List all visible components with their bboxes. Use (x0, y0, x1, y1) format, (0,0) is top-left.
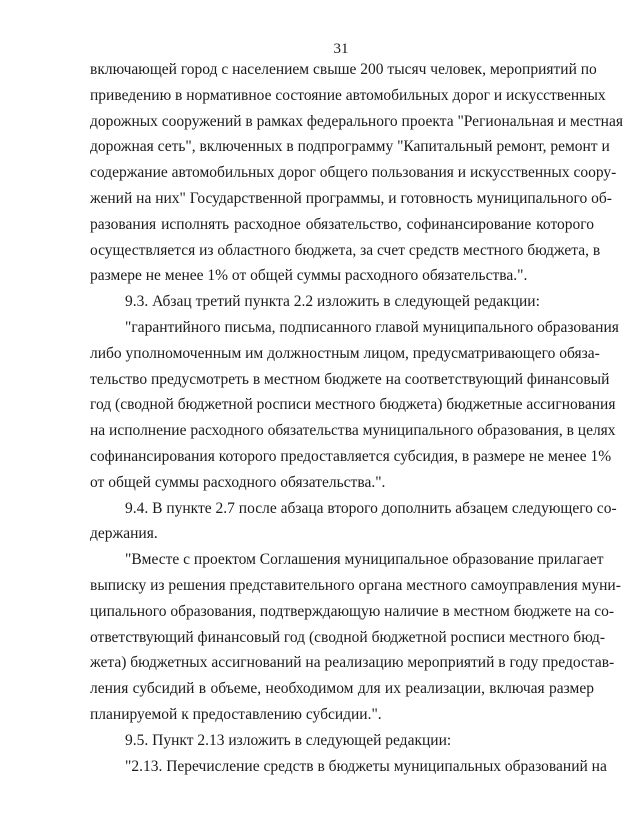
text-line: держания. (90, 525, 158, 543)
text-line: разования исполнять расходное обязательство, софинансирование которого (90, 215, 594, 233)
text-line: ления субсидий в объеме, необходимом для их реализации, включая размер (90, 680, 594, 698)
text-line: осуществляется из областного бюджета, за счет средств местного бюджета, в (90, 241, 601, 259)
text-line: "Вместе с проектом Соглашения муниципальное образование прилагает (125, 551, 604, 569)
text-line: выписку из решения представительного органа местного самоуправления муни- (90, 576, 621, 594)
text-line: жета) бюджетных ассигнований на реализацию мероприятий в году предостав- (90, 654, 615, 672)
text-line: дорожных сооружений в рамках федерального проекта "Региональная и местная (90, 112, 623, 130)
page-number: 31 (333, 41, 349, 57)
text-line: дорожная сеть", включенных в подпрограмму "Капитальный ремонт, ремонт и (90, 138, 610, 156)
text-line: размере не менее 1% от общей суммы расходного обязательства.". (90, 267, 528, 285)
text-line: 9.4. В пункте 2.7 после абзаца второго дополнить абзацем следующего со- (125, 499, 617, 517)
text-line: тельство предусмотреть в местном бюджете на соответствующий финансовый (90, 370, 610, 388)
text-line: включающей город с населением свыше 200 тысяч человек, мероприятий по (90, 61, 597, 78)
text-line: содержание автомобильных дорог общего пользования и искусственных соору- (90, 164, 617, 182)
document-body (90, 57, 623, 779)
text-line: от общей суммы расходного обязательства.". (90, 473, 386, 491)
text-line: 9.5. Пункт 2.13 изложить в следующей редакции: (125, 731, 452, 749)
text-line: ципального образования, подтверждающую наличие в местном бюджете на со- (90, 602, 615, 620)
text-line: "2.13. Перечисление средств в бюджеты муниципальных образований на (125, 757, 607, 775)
text-line: "гарантийного письма, подписанного главой муниципального образования (125, 318, 619, 336)
text-line: приведению в нормативное состояние автомобильных дорог и искусственных (90, 86, 606, 104)
text-line: либо уполномоченным им должностным лицом, предусматривающего обяза- (90, 344, 600, 362)
text-line: планируемой к предоставлению субсидии.". (90, 705, 382, 723)
text-line: на исполнение расходного обязательства муниципального образования, в целях (90, 422, 616, 440)
text-line: год (сводной бюджетной росписи местного бюджета) бюджетные ассигнования (90, 396, 616, 414)
text-line: 9.3. Абзац третий пункта 2.2 изложить в следующей редакции: (125, 293, 540, 311)
text-line: софинансирования которого предоставляется субсидия, в размере не менее 1% (90, 447, 612, 465)
text-line: жений на них" Государственной программы, и готовность муниципального об- (90, 189, 612, 207)
text-line: ответствующий финансовый год (сводной бюджетной росписи местного бюд- (90, 628, 606, 646)
